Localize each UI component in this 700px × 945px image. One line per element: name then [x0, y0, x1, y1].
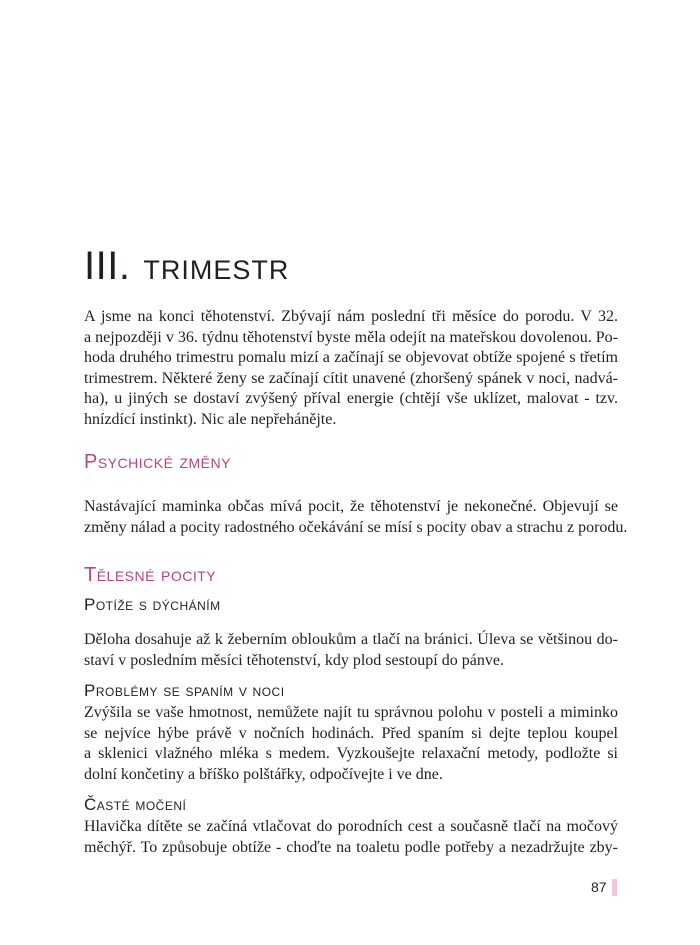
paragraph-line: ha), u jiných se dostaví zvýšený příval energie (chtějí vše uklízet, malovat - tzv.	[84, 390, 618, 407]
paragraph-line: Děloha dosahuje až k žeberním obloukům a tlačí na bránici. Úleva se většinou do-	[84, 631, 618, 648]
paragraph-line: změny nálad a pocity radostného očekávání se mísí s pocity obav a strachu z porodu.	[84, 518, 628, 536]
psychicke-paragraph	[84, 497, 628, 538]
paragraph-line: a sklenici vlažného mléka s medem. Vyzkoušejte relaxační metody, podložte si	[84, 745, 618, 762]
heading-caste-moceni: Časté močení	[84, 795, 187, 814]
paragraph-line: A jsme na konci těhotenství. Zbývají nám poslední tři měsíce do porodu. V 32.	[84, 308, 618, 325]
paragraph-line: trimestrem. Některé ženy se začínají cítit unavené (zhoršený spánek v noci, nadvá-	[84, 369, 618, 387]
heading-psychicke-zmeny: Psychické změny	[84, 451, 231, 473]
paragraph-line: Hlavička dítěte se začíná vtlačovat do porodních cest a současně tlačí na močový	[84, 818, 618, 835]
dychani-paragraph	[84, 630, 618, 671]
paragraph-line: staví v posledním měsíci těhotenství, kdy plod sestoupí do pánve.	[84, 651, 504, 669]
page-marker-bar	[612, 879, 617, 896]
heading-problemy-se-spanim: Problémy se spaním v noci	[84, 681, 285, 700]
paragraph-line: se nejvíce hýbe právě v nočních hodinách. Před spaním si dejte teplou koupel	[84, 724, 618, 742]
paragraph-line: a nejpozději v 36. týdnu těhotenství byste měla odejít na mateřskou dovolenou. Po-	[84, 328, 618, 346]
heading-telesne-pocity: Tělesné pocity	[84, 564, 217, 586]
intro-paragraph	[84, 307, 618, 430]
paragraph-line: dolní končetiny a bříško polštářky, odpočívejte i ve dne.	[84, 765, 443, 783]
chapter-word: TRIMESTR	[143, 255, 290, 285]
paragraph-line: Zvýšila se vaše hmotnost, nemůžete najít tu správnou polohu v posteli a miminko	[84, 704, 618, 721]
heading-potize-s-dychanim: Potíže s dýcháním	[84, 595, 221, 614]
spani-paragraph	[84, 703, 618, 785]
paragraph-line: hoda druhého trimestru pomalu mizí a začínají se objevovat obtíže spojené s třetím	[84, 349, 618, 366]
page-number: 87	[591, 879, 607, 895]
chapter-title	[84, 246, 289, 286]
paragraph-line: měchýř. To způsobuje obtíže - choďte na toaletu podle potřeby a nezadržujte zby-	[84, 838, 618, 856]
paragraph-line: hnízdící instinkt). Nic ale nepřehánějte.	[84, 410, 337, 428]
moceni-paragraph	[84, 817, 618, 858]
paragraph-line: Nastávající maminka občas mívá pocit, že těhotenství je nekonečné. Objevují se	[84, 498, 618, 515]
chapter-numeral: III.	[84, 244, 131, 288]
